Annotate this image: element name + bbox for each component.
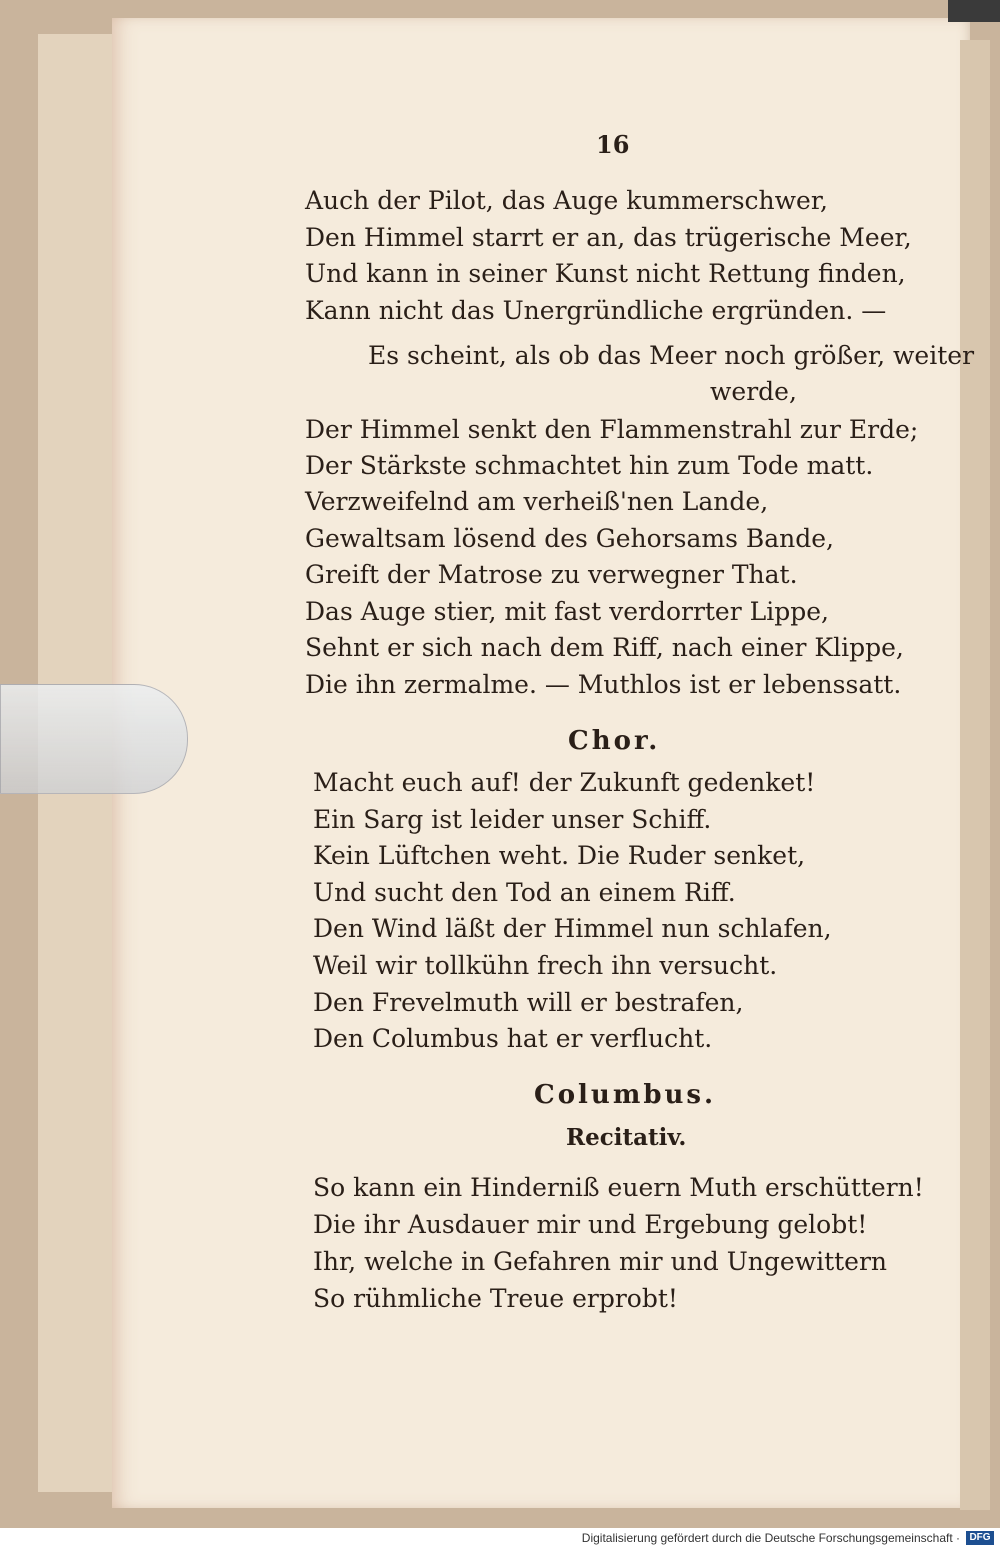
verse-line: Den Columbus hat er verflucht. [313,1024,713,1053]
verse-line: Greift der Matrose zu verwegner That. [305,560,798,589]
verse-line: Der Himmel senkt den Flammenstrahl zur Erde; [305,415,919,444]
verse-line: Die ihn zermalme. — Muthlos ist er lebenssatt. [305,670,902,699]
footer-bar [0,1528,1000,1549]
dfg-logo: DFG [966,1531,994,1545]
page-holder-clip [0,684,188,794]
verse-line: Kein Lüftchen weht. Die Ruder senket, [313,841,806,870]
verse-line: Auch der Pilot, das Auge kummerschwer, [305,186,828,215]
verse-line: Den Wind läßt der Himmel nun schlafen, [313,914,832,943]
scanner-corner [948,0,1000,22]
page-edge [960,40,990,1510]
verse-line: Kann nicht das Unergründliche ergründen. — [305,296,887,325]
verse-line: Den Himmel starrt er an, das trügerische Meer, [305,223,912,252]
footer-credit: Digitalisierung gefördert durch die Deutsche Forschungsgemeinschaft · [581,1531,960,1545]
verse-line: Es scheint, als ob das Meer noch größer, weiter [368,341,975,370]
verse-line: Macht euch auf! der Zukunft gedenket! [313,768,816,797]
recitativ-heading: Recitativ. [566,1124,687,1151]
verse-line: Die ihr Ausdauer mir und Ergebung gelobt! [313,1210,868,1239]
page-number: 16 [596,130,630,159]
verse-line: So kann ein Hinderniß euern Muth erschüttern! [313,1173,924,1202]
verse-line: Gewaltsam lösend des Gehorsams Bande, [305,524,835,553]
verse-line: So rühmliche Treue erprobt! [313,1284,678,1313]
verse-line: Der Stärkste schmachtet hin zum Tode matt. [305,451,874,480]
verse-line-continuation: werde, [710,377,797,406]
verse-line: Den Frevelmuth will er bestrafen, [313,988,744,1017]
verse-line: Das Auge stier, mit fast verdorrter Lippe, [305,597,829,626]
verse-line: Sehnt er sich nach dem Riff, nach einer Klippe, [305,633,904,662]
verse-line: Und sucht den Tod an einem Riff. [313,878,736,907]
verse-line: Verzweifelnd am verheiß'nen Lande, [305,487,769,516]
verse-line: Und kann in seiner Kunst nicht Rettung finden, [305,259,906,288]
columbus-heading: Columbus. [534,1080,717,1110]
verse-line: Weil wir tollkühn frech ihn versucht. [313,951,778,980]
chor-heading: Chor. [568,726,661,756]
verse-line: Ihr, welche in Gefahren mir und Ungewittern [313,1247,888,1276]
verse-line: Ein Sarg ist leider unser Schiff. [313,805,712,834]
